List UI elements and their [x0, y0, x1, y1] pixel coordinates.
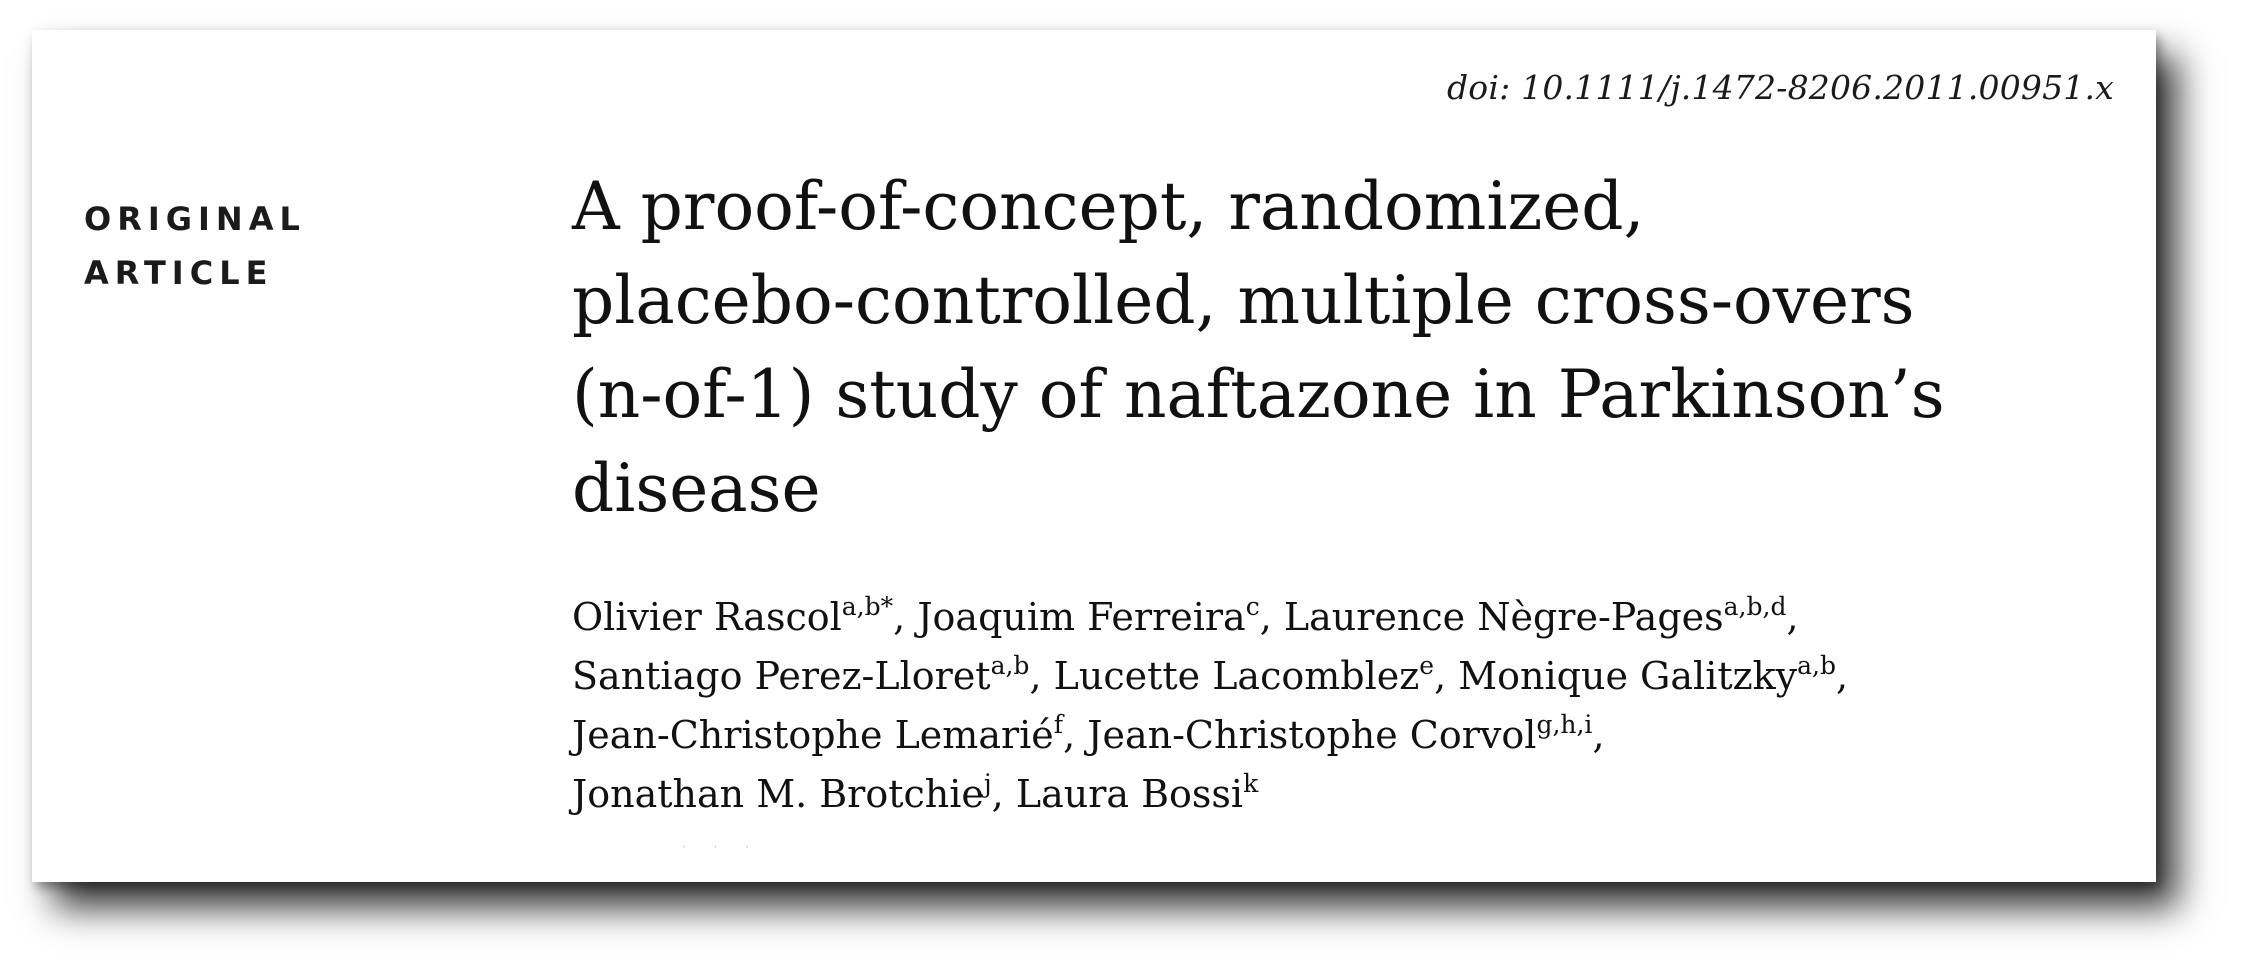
author-row-2 — [572, 647, 2132, 706]
author-name: Olivier Rascol — [572, 595, 842, 639]
author-separator: , — [1029, 654, 1054, 698]
author-name: Jean-Christophe Lemarié — [572, 713, 1054, 757]
author-affiliation-sup: a,b* — [841, 592, 894, 621]
author-separator: , — [1434, 654, 1459, 698]
author-name: Joaquim Ferreira — [917, 595, 1246, 639]
author-row-3 — [572, 706, 2132, 765]
author-row-1 — [572, 588, 2132, 647]
author-separator: , — [1786, 595, 1799, 639]
author-name: Laurence Nègre-Pages — [1283, 595, 1724, 639]
author-separator: , — [893, 595, 918, 639]
author-affiliation-sup: e — [1419, 651, 1435, 680]
title-line-4: disease — [572, 450, 821, 527]
author-name: Laura Bossi — [1015, 772, 1244, 816]
author-name: Monique Galitzky — [1458, 654, 1798, 698]
article-title — [572, 160, 2132, 536]
author-separator: , — [991, 772, 1016, 816]
author-name: Jean-Christophe Corvol — [1087, 713, 1537, 757]
author-separator: , — [1259, 595, 1284, 639]
author-name: Santiago Perez-Lloret — [572, 654, 991, 698]
author-affiliation-sup: a,b — [990, 651, 1030, 680]
article-header-page — [32, 30, 2156, 882]
author-affiliation-sup: j — [983, 769, 992, 798]
title-line-2: placebo-controlled, multiple cross-overs — [572, 262, 1915, 339]
author-row-4 — [572, 765, 2132, 824]
title-line-1: A proof-of-concept, randomized, — [572, 168, 1645, 245]
page-cut-marks: · · · — [682, 840, 762, 854]
section-label — [84, 192, 306, 300]
author-name: Jonathan M. Brotchie — [572, 772, 984, 816]
author-list — [572, 588, 2132, 824]
author-affiliation-sup: a,b — [1797, 651, 1836, 680]
author-separator: , — [1836, 654, 1849, 698]
section-label-line-2: ARTICLE — [84, 254, 274, 292]
author-affiliation-sup: a,b,d — [1723, 592, 1787, 621]
section-label-line-1: ORIGINAL — [84, 200, 306, 238]
author-affiliation-sup: k — [1243, 769, 1259, 798]
author-affiliation-sup: c — [1245, 592, 1260, 621]
author-affiliation-sup: f — [1053, 710, 1064, 739]
author-separator: , — [1592, 713, 1605, 757]
author-name: Lucette Lacomblez — [1053, 654, 1420, 698]
title-line-3: (n-of-1) study of naftazone in Parkinson’s — [572, 356, 1945, 433]
author-affiliation-sup: g,h,i — [1536, 710, 1593, 739]
doi-line[interactable]: doi: 10.1111/j.1472-8206.2011.00951.x — [1446, 68, 2114, 107]
author-separator: , — [1063, 713, 1088, 757]
